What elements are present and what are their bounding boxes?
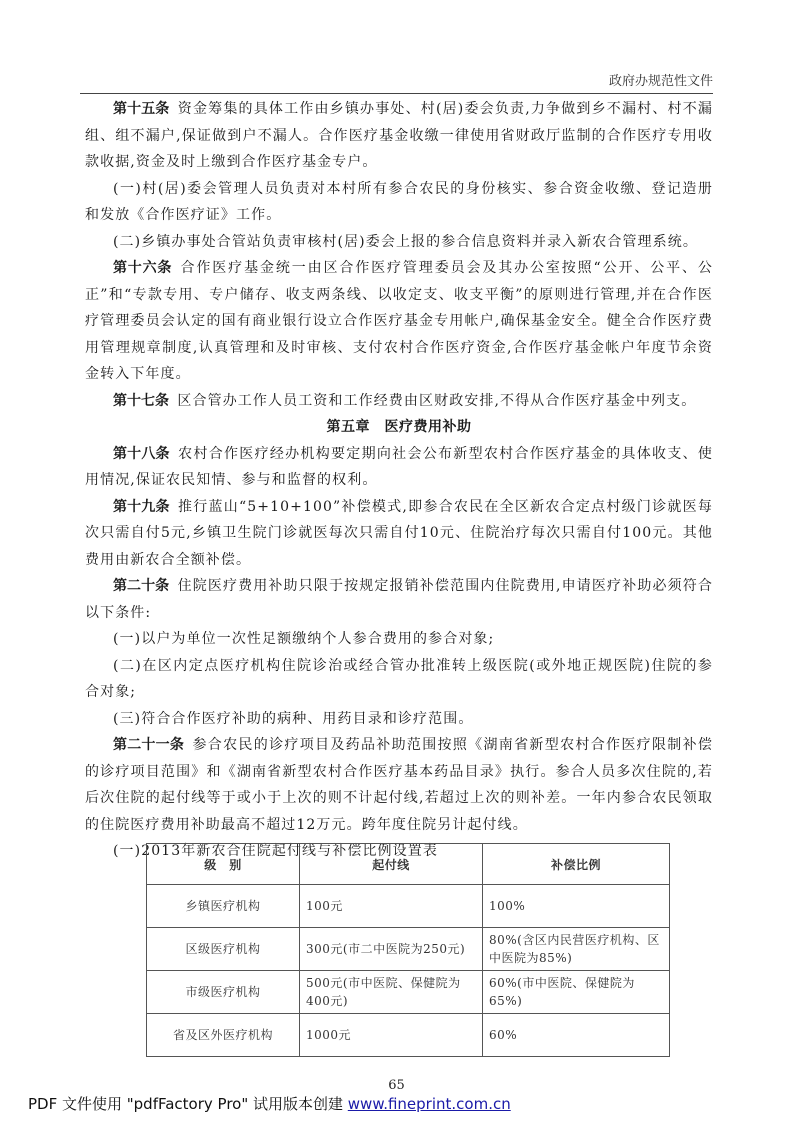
deductible-table	[146, 843, 670, 1057]
article-20	[85, 573, 713, 626]
article-text: 合作医疗基金统一由区合作医疗管理委员会及其办公室按照“公开、公平、公正”和“专款专用、专户储存、收支两条线、以收定支、收支平衡”的原则进行管理,并在合作医疗管理委员会认定的国有商业银行设立合作医疗基金专用帐户,确保基金安全。健全合作医疗费用管理规章制度,认真管理和及时审核、支付农村合作医疗资金,合作医疗基金帐户年度节余资金转入下年度。	[85, 260, 713, 382]
table-row	[147, 1014, 670, 1057]
article-text: 住院医疗费用补助只限于按规定报销补偿范围内住院费用,申请医疗补助必须符合以下条件:	[85, 578, 713, 621]
footer-text: PDF 文件使用 "pdfFactory Pro" 试用版本创建	[28, 1095, 348, 1113]
article-18	[85, 441, 713, 494]
table-cell: 300元(市二中医院为250元)	[300, 928, 483, 971]
table-cell: 500元(市中医院、保健院为400元)	[300, 971, 483, 1014]
list-item: (一)村(居)委会管理人员负责对本村所有参合农民的身份核实、参合资金收缴、登记造册和发放《合作医疗证》工作。	[85, 180, 713, 223]
article-15	[85, 96, 713, 176]
article-19	[85, 494, 713, 574]
table-cell: 60%	[483, 1014, 670, 1057]
article-label: 第二十条	[113, 578, 170, 594]
table-cell: 省及区外医疗机构	[147, 1014, 300, 1057]
article-16	[85, 255, 713, 388]
article-text: 参合农民的诊疗项目及药品补助范围按照《湖南省新型农村合作医疗限制补偿的诊疗项目范围》和《湖南省新型农村合作医疗基本药品目录》执行。参合人员多次住院的,若后次住院的起付线等于或小于上次的则不计起付线,若超过上次的则补差。一年内参合农民领取的住院医疗费用补助最高不超过12万元。跨年度住院另计起付线。	[85, 737, 714, 833]
article-label: 第十九条	[113, 498, 170, 515]
chapter-heading: 第五章 医疗费用补助	[326, 419, 472, 435]
column-header-ratio: 补偿比例	[483, 844, 670, 885]
pdf-footer	[28, 1093, 511, 1114]
compensation-table	[146, 843, 670, 1057]
column-header-deductible: 起付线	[300, 844, 483, 885]
header-title: 政府办规范性文件	[608, 74, 713, 89]
list-item: (二)在区内定点医疗机构住院诊治或经合管办批准转上级医院(或外地正规医院)住院的参合对象;	[85, 657, 713, 700]
column-header-level: 级 别	[147, 844, 300, 885]
page-number: 65	[388, 1078, 405, 1093]
article-text: 资金筹集的具体工作由乡镇办事处、村(居)委会负责,力争做到乡不漏村、村不漏组、组不漏户,保证做到户不漏人。合作医疗基金收缴一律使用省财政厅监制的合作医疗专用收款收据,资金及时上缴到合作医疗基金专户。	[85, 101, 713, 170]
list-item: (一)以户为单位一次性足额缴纳个人参合费用的参合对象;	[113, 631, 495, 647]
article-text: 区合管办工作人员工资和工作经费由区财政安排,不得从合作医疗基金中列支。	[177, 392, 697, 409]
article-text: 推行蓝山“5+10+100”补偿模式,即参合农民在全区新农合定点村级门诊就医每次只需自付5元,乡镇卫生院门诊就医每次只需自付10元、住院治疗每次只需自付100元。其他费用由新农合全额补偿。	[85, 498, 714, 568]
list-item: (三)符合合作医疗补助的病种、用药目录和诊疗范围。	[113, 710, 474, 727]
article-21	[85, 732, 713, 838]
running-header	[80, 70, 713, 94]
article-label: 第十五条	[113, 101, 170, 117]
footer-link[interactable]: www.fineprint.com.cn	[347, 1095, 511, 1113]
table-cell: 区级医疗机构	[147, 928, 300, 971]
table-row	[147, 885, 670, 928]
list-item: (二)乡镇办事处合管站负责审核村(居)委会上报的参合信息资料并录入新农合管理系统。	[113, 233, 698, 250]
article-17	[85, 388, 713, 415]
table-caption: (一)2013年新农合住院起付线与补偿比例设置表	[113, 843, 438, 859]
table-cell: 80%(含区内民营医疗机构、区中医院为85%)	[483, 928, 670, 971]
table-row	[147, 971, 670, 1014]
article-text: 农村合作医疗经办机构要定期向社会公布新型农村合作医疗基金的具体收支、使用情况,保证农民知情、参与和监督的权利。	[85, 445, 713, 488]
article-label: 第十七条	[113, 392, 169, 409]
table-cell: 100元	[300, 885, 483, 928]
table-cell: 100%	[483, 885, 670, 928]
table-cell: 市级医疗机构	[147, 971, 300, 1014]
table-cell: 60%(市中医院、保健院为65%)	[483, 971, 670, 1014]
table-cell: 1000元	[300, 1014, 483, 1057]
table-header-row	[147, 844, 670, 885]
article-label: 第十六条	[113, 260, 173, 276]
table-cell: 乡镇医疗机构	[147, 885, 300, 928]
article-label: 第二十一条	[113, 737, 185, 753]
table-row	[147, 928, 670, 971]
document-body	[85, 96, 713, 865]
article-label: 第十八条	[113, 445, 170, 462]
